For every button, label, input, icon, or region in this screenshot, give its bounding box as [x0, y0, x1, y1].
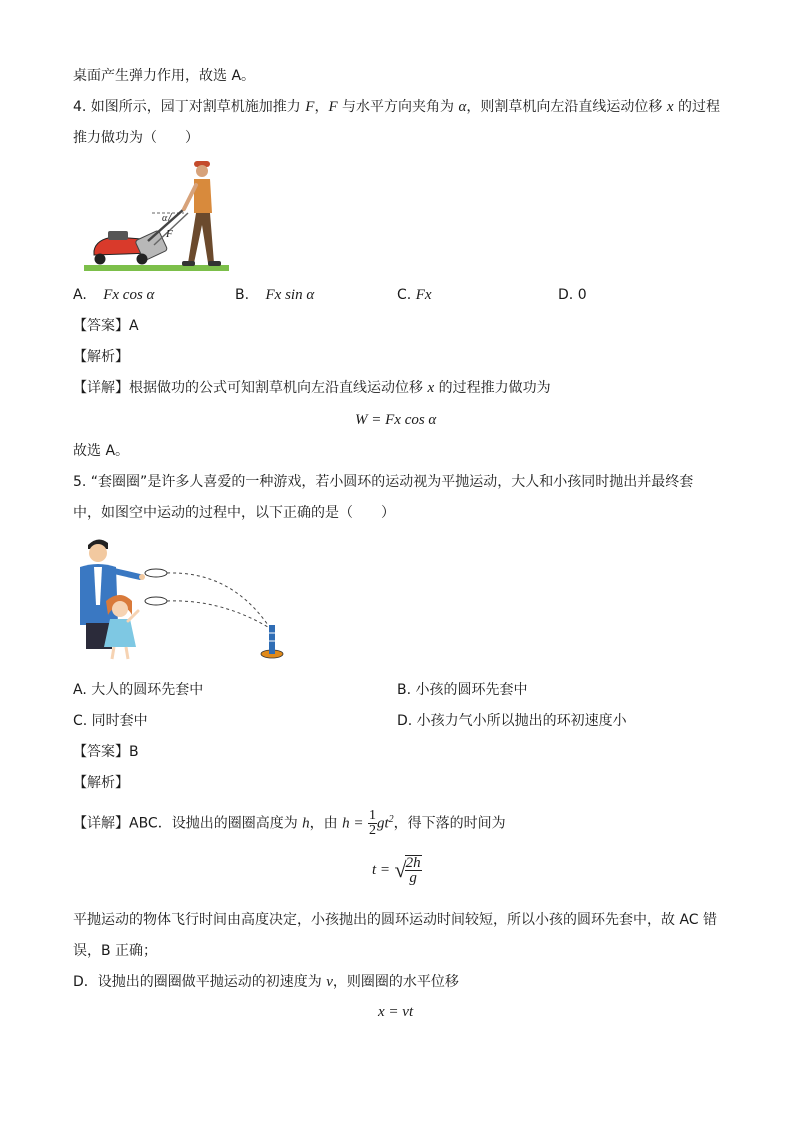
q5-detail-c: ，得下落的时间为 [393, 815, 506, 832]
q5-para-line1: 平抛运动的物体飞行时间由高度决定，小孩抛出的圆环运动时间较短，所以小孩的圆环先套中，故 AC 错 [73, 912, 718, 928]
grass-strip [84, 265, 229, 271]
q4-option-b [235, 285, 314, 305]
q5-option-c: C. 同时套中 [73, 713, 148, 729]
adult-head [89, 544, 107, 562]
adult-hand [139, 574, 145, 580]
lawnmower-figure [80, 155, 232, 275]
q4-alpha-symbol: α [458, 99, 467, 115]
q5-time-lhs: t = [372, 862, 391, 878]
q4-option-a-math: Fx cos α [103, 287, 155, 303]
q4-detail-a: 【详解】根据做功的公式可知割草机向左沿直线运动位移 [73, 380, 428, 396]
q4-analysis-heading: 【解析】 [73, 349, 129, 365]
q4-answer: 【答案】A [73, 318, 139, 334]
q4-x-symbol: x [666, 99, 674, 115]
adult-trajectory [167, 573, 268, 625]
q4-force-symbol: F [305, 99, 315, 115]
q4-detail [73, 378, 551, 398]
q5-detail-h: h [302, 815, 310, 832]
child-ring [145, 597, 167, 605]
q5-d-line-a: D．设抛出的圈圈做平抛运动的初速度为 [73, 974, 327, 990]
q5-frac-den: 2 [368, 823, 376, 839]
q5-eq-exponent: 2 [388, 814, 394, 825]
gardener-boot-l [182, 261, 195, 266]
q5-d-v: v [326, 974, 333, 990]
sqrt-body [405, 855, 422, 885]
q5-half-fraction [368, 809, 377, 838]
q5-d-line [73, 972, 459, 992]
q4-option-d-label: D. [558, 287, 574, 303]
prev-conclusion: 桌面产生弹力作用，故选 A。 [73, 68, 256, 84]
q4-option-b-math: Fx sin α [265, 287, 315, 303]
q5-stem-line2: 中，如图空中运动的过程中，以下正确的是（ ） [73, 505, 395, 521]
q5-detail-a: 【详解】ABC．设抛出的圈圈高度为 [73, 815, 303, 832]
q4-option-a [73, 285, 154, 305]
q5-time-formula [372, 855, 422, 885]
sqrt-sign: √ [394, 857, 407, 882]
adult-arm [114, 571, 140, 577]
gardener-legs [188, 213, 214, 263]
q5-time-den: g [409, 870, 417, 886]
child-legs [112, 647, 128, 659]
q4-option-a-label: A. [73, 287, 87, 303]
q4-detail-x: x [427, 380, 435, 396]
q5-option-d: D. 小孩力气小所以抛出的环初速度小 [397, 713, 627, 729]
q5-answer: 【答案】B [73, 744, 139, 760]
child-trajectory [167, 601, 268, 627]
ring-toss-figure [70, 535, 290, 665]
q4-comma: ， [314, 99, 329, 115]
q4-force-symbol-2: F [328, 99, 338, 115]
q4-stem-d: 的过程 [673, 99, 720, 115]
q5-displacement-formula: x = vt [378, 1004, 414, 1020]
gardener-head [196, 165, 208, 177]
q4-option-c [397, 285, 432, 305]
q4-conclusion: 故选 A。 [73, 443, 130, 459]
q4-stem-b: 与水平方向夹角为 [337, 99, 459, 115]
q5-d-line-b: ，则圈圈的水平位移 [332, 974, 459, 990]
child-arm [128, 611, 138, 621]
q4-stem-c: ，则割草机向左沿直线运动位移 [466, 99, 667, 115]
q5-eq-rhs: gt [376, 815, 389, 832]
q4-option-c-math: Fx [415, 287, 432, 303]
q4-option-c-label: C. [397, 287, 412, 303]
q5-para-line2: 误，B 正确； [73, 943, 158, 959]
q4-option-d-value: 0 [577, 287, 587, 303]
q5-stem-line1: 5. “套圈圈”是许多人喜爱的一种游戏，若小圆环的运动视为平抛运动，大人和小孩同时抛出并最终套 [73, 474, 694, 490]
wheel-rear [95, 254, 106, 265]
q5-analysis-heading: 【解析】 [73, 775, 129, 791]
q5-detail [73, 803, 506, 841]
q5-frac-num: 1 [368, 808, 376, 824]
fig-force-label: F [166, 228, 173, 240]
wheel-front [137, 254, 148, 265]
q5-time-fraction [405, 856, 422, 885]
q4-option-d [558, 285, 587, 305]
q4-stem-line1 [73, 97, 720, 117]
q4-option-b-label: B. [235, 287, 250, 303]
fig-alpha-label: α [162, 213, 168, 224]
mower-engine [108, 231, 128, 240]
q5-time-num: 2h [405, 855, 421, 871]
adult-ring [145, 569, 167, 577]
q5-eq-lhs: h = [342, 815, 364, 832]
q4-stem-a: 4. 如图所示，园丁对割草机施加推力 [73, 99, 306, 115]
q5-detail-b: ，由 [309, 815, 343, 832]
gardener-boot-r [208, 261, 221, 266]
q4-stem-line2: 推力做功为（ ） [73, 130, 199, 146]
child-head [112, 601, 128, 617]
q4-work-formula: W = Fx cos α [355, 412, 437, 428]
target-pole [269, 625, 275, 654]
q5-option-b: B. 小孩的圆环先套中 [397, 682, 528, 698]
q5-option-a: A. 大人的圆环先套中 [73, 682, 204, 698]
q4-detail-b: 的过程推力做功为 [434, 380, 551, 396]
